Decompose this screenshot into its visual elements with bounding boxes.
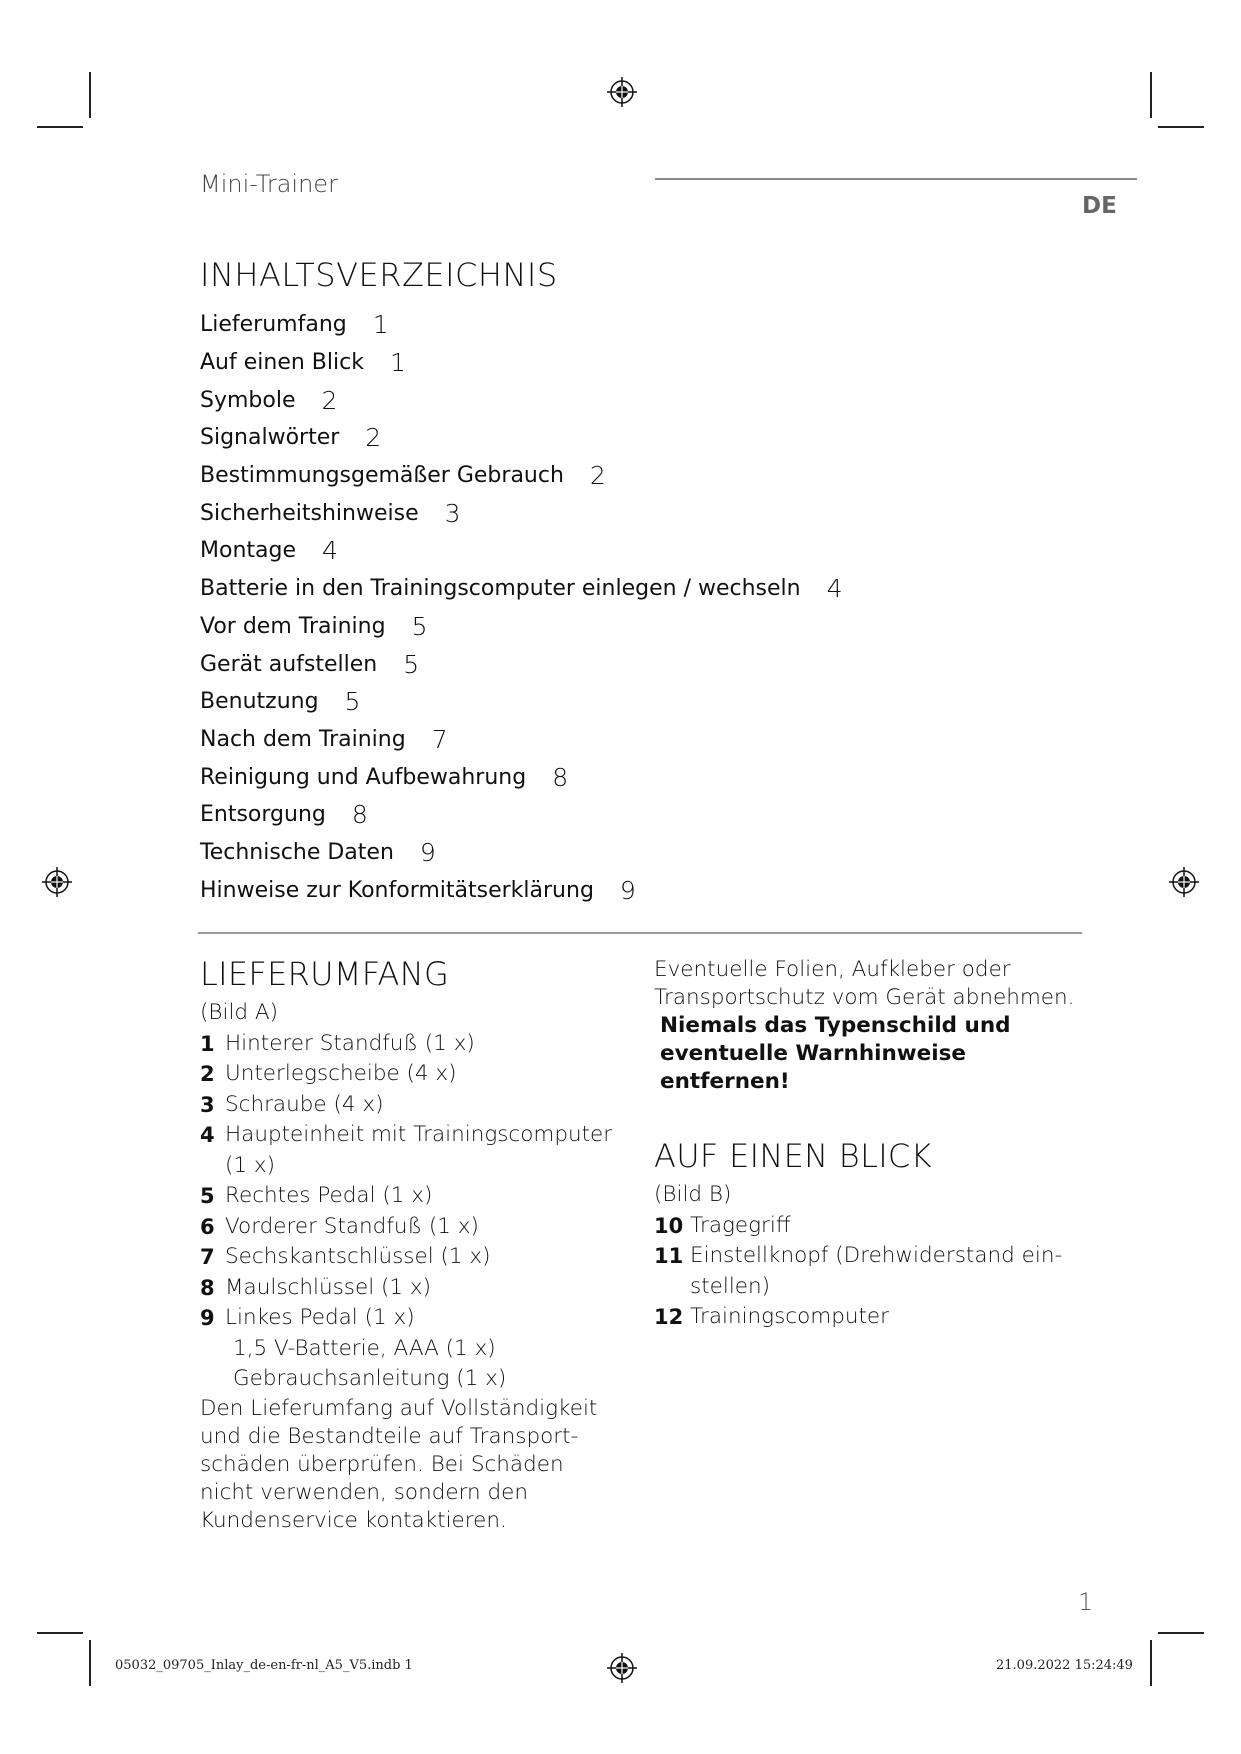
- check-instructions: Den Lieferumfang auf Vollständigkeit und die Bestandteile auf Transportschäden überprüfen. Bei Schäden nicht verwenden, sondern den Kundenservice kontaktieren.: [200, 1395, 598, 1533]
- toc-entry-label: Auf einen Blick: [200, 350, 364, 376]
- item-text: Maulschlüssel (1 x): [225, 1274, 432, 1300]
- toc-entry[interactable]: [200, 758, 843, 796]
- toc-entry-page: 8: [552, 762, 569, 792]
- toc-entry-label: Technische Daten: [200, 839, 394, 865]
- header-divider: [655, 178, 1137, 180]
- item-text: Einstellknopf (Drehwiderstand einstellen): [690, 1243, 1063, 1299]
- crop-mark: [37, 1632, 83, 1634]
- file-slug: 05032_09705_Inlay_de-en-fr-nl_A5_V5.indb 1: [115, 1658, 413, 1673]
- toc-entry-page: 8: [351, 800, 368, 830]
- toc-entry-label: Symbole: [200, 387, 296, 413]
- toc-entry-page: 7: [431, 724, 448, 754]
- auf-einen-blick-heading: AUF EINEN BLICK: [654, 1137, 932, 1175]
- item-text: Tragegriff: [690, 1212, 791, 1238]
- item-number: 2: [200, 1062, 215, 1086]
- item-number: 7: [200, 1245, 215, 1269]
- item-number: 4: [200, 1123, 215, 1147]
- list-item: [200, 1181, 620, 1212]
- toc-entry-page: 5: [403, 649, 420, 679]
- toc-list: [200, 306, 843, 909]
- item-number: 5: [200, 1184, 215, 1208]
- item-number: 8: [200, 1275, 215, 1300]
- item-number: 11: [654, 1244, 684, 1268]
- print-timestamp: 21.09.2022 15:24:49: [996, 1658, 1133, 1673]
- crop-mark: [1150, 72, 1152, 118]
- list-item: [200, 1242, 620, 1273]
- item-text: Vorderer Standfuß (1 x): [225, 1213, 479, 1239]
- figure-reference: (Bild B): [654, 1182, 732, 1207]
- extra-item: Gebrauchsanleitung (1 x): [233, 1366, 507, 1391]
- toc-entry-label: Hinweise zur Konformitätserklärung: [200, 877, 594, 903]
- toc-entry-label: Sicherheitshinweise: [200, 500, 419, 526]
- language-badge: DE: [1082, 193, 1117, 219]
- crop-mark: [37, 126, 83, 128]
- product-title: Mini-Trainer: [200, 170, 338, 198]
- toc-entry-label: Gerät aufstellen: [200, 651, 378, 677]
- toc-entry-label: Montage: [200, 538, 296, 564]
- toc-entry-label: Lieferumfang: [200, 312, 347, 338]
- toc-entry[interactable]: [200, 532, 843, 570]
- right-column: [654, 956, 1094, 1333]
- toc-entry[interactable]: [200, 834, 843, 872]
- spacer: [654, 1096, 1094, 1134]
- item-text: Rechtes Pedal (1 x): [225, 1183, 433, 1208]
- section-divider: [198, 932, 1082, 934]
- toc-entry-page: 2: [365, 423, 382, 453]
- toc-entry-label: Batterie in den Trainingscomputer einlegen / wechseln: [200, 576, 801, 602]
- toc-entry-label: Nach dem Training: [200, 726, 406, 752]
- toc-entry-label: Vor dem Training: [200, 613, 386, 639]
- toc-entry-label: Signalwörter: [200, 425, 340, 451]
- item-number: 1: [200, 1031, 215, 1056]
- list-item: [200, 1029, 620, 1060]
- toc-entry[interactable]: [200, 381, 843, 419]
- toc-entry[interactable]: [200, 871, 843, 909]
- components-list: [654, 1211, 1094, 1333]
- toc-entry[interactable]: [200, 683, 843, 721]
- toc-entry-page: 2: [589, 461, 606, 491]
- registration-mark-icon: [607, 1653, 637, 1683]
- toc-entry[interactable]: [200, 419, 843, 457]
- parts-list: [200, 1029, 620, 1334]
- crop-mark: [89, 1640, 91, 1686]
- list-item: [200, 1090, 620, 1121]
- toc-entry-page: 4: [322, 536, 338, 566]
- toc-entry-page: 2: [321, 385, 338, 415]
- toc-entry-page: 5: [411, 611, 428, 641]
- item-text: Unterlegscheibe (4 x): [225, 1061, 457, 1086]
- toc-entry-page: 1: [389, 348, 406, 378]
- list-item: [200, 1212, 620, 1243]
- item-number: 6: [200, 1214, 215, 1239]
- item-text: Haupteinheit mit Trainingscomputer (1 x): [225, 1122, 613, 1178]
- item-number: 12: [654, 1305, 684, 1329]
- lieferumfang-heading: LIEFERUMFANG: [200, 955, 450, 993]
- toc-heading: INHALTSVERZEICHNIS: [200, 256, 558, 294]
- toc-entry-page: 5: [344, 687, 361, 717]
- item-text: Trainingscomputer: [690, 1304, 889, 1329]
- toc-entry[interactable]: [200, 608, 843, 646]
- toc-entry[interactable]: [200, 494, 843, 532]
- item-text: Sechskantschlüssel (1 x): [225, 1244, 491, 1269]
- list-item: [200, 1273, 620, 1304]
- toc-entry-label: Entsorgung: [200, 802, 326, 828]
- figure-reference: (Bild A): [200, 1000, 278, 1025]
- list-item: [654, 1211, 1094, 1242]
- toc-entry-page: 9: [619, 875, 636, 905]
- list-item: [200, 1059, 620, 1090]
- item-text: Linkes Pedal (1 x): [225, 1305, 415, 1330]
- toc-entry-page: 4: [826, 574, 843, 604]
- list-item: [200, 1120, 620, 1181]
- toc-entry[interactable]: [200, 570, 843, 608]
- lieferumfang-section: [200, 952, 620, 1535]
- extra-item: 1,5 V-Batterie, AAA (1 x): [233, 1335, 496, 1361]
- toc-entry-label: Reinigung und Aufbewahrung: [200, 764, 527, 790]
- item-number: 3: [200, 1092, 215, 1117]
- toc-entry[interactable]: [200, 457, 843, 495]
- item-number: 9: [200, 1306, 215, 1330]
- warning-text: Niemals das Typenschild und eventuelle Warnhinweise entfernen!: [660, 1013, 1011, 1094]
- toc-entry[interactable]: [200, 306, 843, 344]
- list-item: [654, 1241, 1094, 1302]
- toc-entry[interactable]: [200, 796, 843, 834]
- toc-entry-page: 3: [444, 498, 461, 528]
- item-text: Schraube (4 x): [225, 1091, 384, 1117]
- toc-entry-page: 1: [372, 310, 389, 340]
- crop-mark: [1158, 1632, 1204, 1634]
- crop-mark: [1150, 1640, 1152, 1686]
- list-item: [654, 1302, 1094, 1333]
- toc-entry-page: 9: [419, 837, 436, 867]
- page-number: 1: [1078, 1588, 1094, 1616]
- registration-mark-icon: [1169, 867, 1199, 897]
- toc-entry-label: Benutzung: [200, 689, 319, 715]
- registration-mark-icon: [607, 77, 637, 107]
- item-number: 10: [654, 1213, 684, 1238]
- toc-entry[interactable]: [200, 645, 843, 683]
- list-item: [200, 1303, 620, 1334]
- toc-entry-label: Bestimmungsgemäßer Gebrauch: [200, 463, 564, 489]
- toc-entry[interactable]: [200, 721, 843, 759]
- crop-mark: [89, 72, 91, 118]
- crop-mark: [1158, 126, 1204, 128]
- toc-entry[interactable]: [200, 344, 843, 382]
- registration-mark-icon: [42, 867, 72, 897]
- removal-instructions: Eventuelle Folien, Aufkleber oder Transportschutz vom Gerät abnehmen.: [654, 957, 1075, 1010]
- item-text: Hinterer Standfuß (1 x): [225, 1030, 475, 1056]
